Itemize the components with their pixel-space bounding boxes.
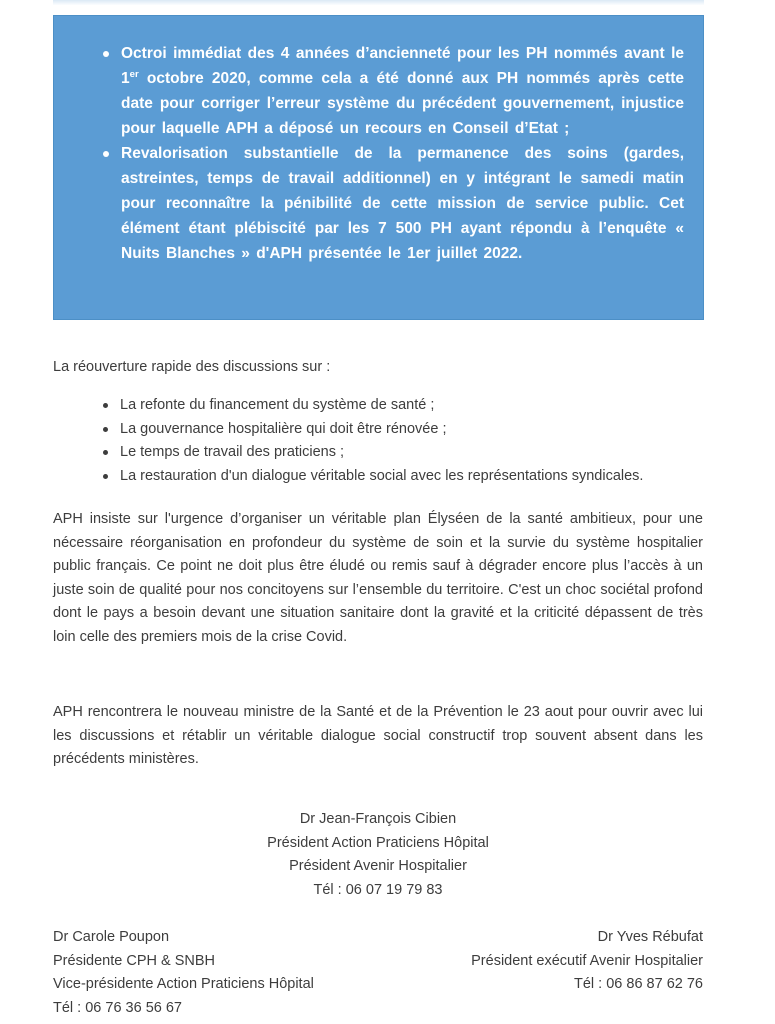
signature-row-bottom	[53, 926, 703, 1020]
highlight-bullet-list	[101, 41, 684, 266]
list-item	[100, 465, 703, 489]
signature-block-right	[471, 926, 703, 1020]
signatory-phone: Tél : 06 76 36 56 67	[53, 999, 182, 1016]
list-item-text: La refonte du financement du système de santé ;	[120, 397, 435, 413]
signatory-phone: Tél : 06 86 87 62 76	[574, 976, 703, 992]
signatory-title: Président exécutif Avenir Hospitalier	[471, 952, 703, 969]
bullet-icon	[103, 474, 108, 479]
highlight-bullet-item	[101, 141, 684, 266]
highlight-box	[53, 15, 704, 320]
highlight-bullet-text: Octroi immédiat des 4 années d’ancienneté pour les PH nommés avant le 1	[121, 45, 684, 87]
superscript-ordinal: er	[129, 68, 139, 80]
discussion-topics-list	[53, 394, 703, 488]
signatory-title: Président Action Praticiens Hôpital	[267, 834, 489, 851]
signatory-name: Dr Carole Poupon	[53, 929, 170, 945]
signatory-title: Président Avenir Hospitalier	[289, 858, 467, 874]
bullet-icon	[103, 450, 108, 455]
highlight-bullet-item	[101, 41, 684, 141]
list-item	[100, 418, 703, 442]
highlight-bullet-text: Revalorisation substantielle de la permanence des soins (gardes, astreintes, temps de travail additionnel) en y intégrant le samedi matin pour reconnaître la pénibilité de cette mission de service public. Cet élément étant plébiscité par les 7 500 PH ayant répondu à l’enquête « Nuits Blanches » d'APH présentée le 1er juillet 2022.	[121, 145, 684, 262]
bullet-icon	[103, 427, 108, 432]
cut-off-previous-content	[53, 0, 704, 5]
list-item	[100, 394, 703, 418]
bullet-icon	[103, 403, 108, 408]
signature-block-left	[53, 926, 314, 1020]
paragraph-aph-insiste: APH insiste sur l'urgence d’organiser un véritable plan Élyséen de la santé ambitieux, pour une nécessaire réorganisation en profondeur du système de soin et la survie du système hospitalier public français. Ce point ne doit plus être éludé ou remis sauf à dégrader encore plus l’accès à un juste soin de qualité pour nos concitoyens sur l’ensemble du territoire. C'est un choc sociétal profond dont le pays a besoin devant une situation sanitaire dont la gravité et la criticité dépassent de très loin celle des premiers mois de la crise Covid.	[53, 511, 703, 645]
intro-line: La réouverture rapide des discussions sur :	[53, 359, 331, 375]
list-item-text: La gouvernance hospitalière qui doit être rénovée ;	[120, 420, 447, 437]
bullet-icon	[103, 151, 109, 157]
signatory-name: Dr Jean-François Cibien	[299, 811, 457, 827]
list-item-text: La restauration d'un dialogue véritable social avec les représentations syndicales.	[120, 467, 644, 484]
signatory-name: Dr Yves Rébufat	[597, 929, 703, 945]
paragraph-aph-rencontrera: APH rencontrera le nouveau ministre de la Santé et de la Prévention le 23 aout pour ouvrir avec lui les discussions et rétablir un véritable dialogue social constructif trop souvent absent dans les précédents ministères.	[53, 704, 703, 767]
signatory-phone: Tél : 06 07 19 79 83	[313, 881, 443, 898]
signatory-title: Présidente CPH & SNBH	[53, 952, 215, 969]
signatory-title: Vice-présidente Action Praticiens Hôpital	[53, 976, 314, 992]
signature-block-center	[53, 808, 703, 902]
highlight-bullet-text: octobre 2020, comme cela a été donné aux PH nommés après cette date pour corriger l’erreur système du précédent gouvernement, injustice pour laquelle APH a déposé un recours en Conseil d’Etat ;	[121, 70, 684, 137]
list-item-text: Le temps de travail des praticiens ;	[120, 444, 345, 460]
bullet-icon	[103, 51, 109, 57]
list-item	[100, 441, 703, 465]
